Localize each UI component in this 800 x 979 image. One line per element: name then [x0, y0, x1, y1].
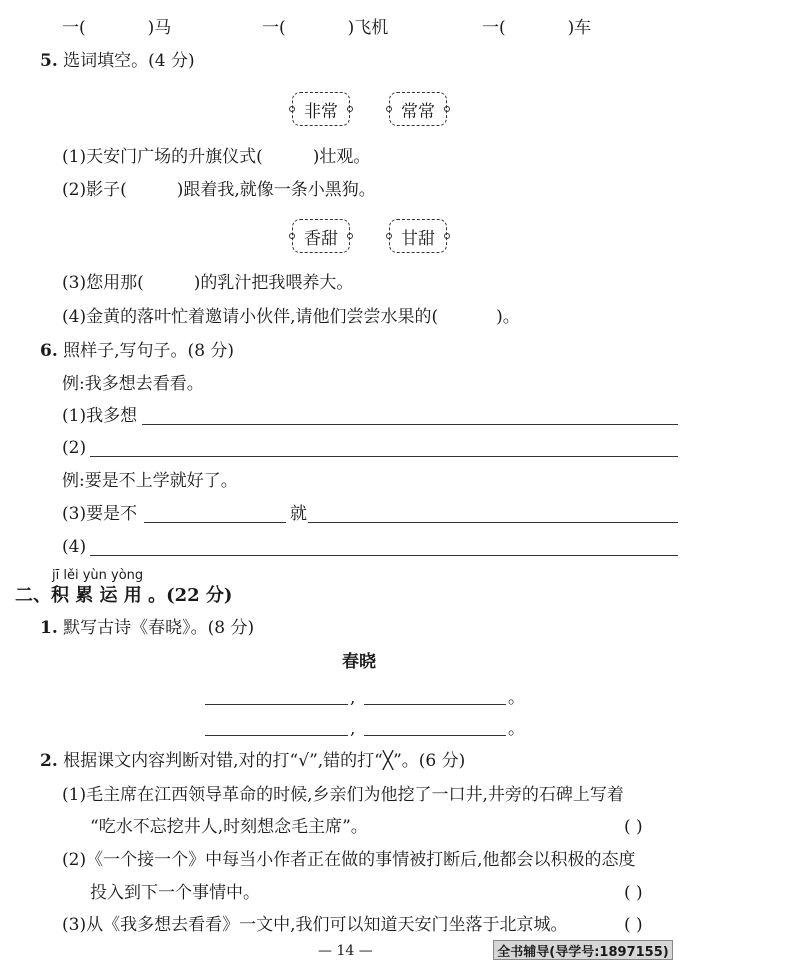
q5-sentence-4: (4)金黄的落叶忙着邀请小伙伴,请他们尝尝水果的( )。: [62, 307, 520, 327]
fill-item-car: 一( )车: [482, 18, 592, 38]
judge-answer-box[interactable]: ( ): [624, 817, 643, 837]
question-6-heading: 6. 照样子,写句子。(8 分): [40, 341, 235, 361]
q5-sentence-1: (1)天安门广场的升旗仪式( )壮观。: [62, 147, 371, 167]
answer-line[interactable]: [90, 456, 678, 457]
word-option-box: 常常: [389, 92, 447, 126]
word-option-box: 非常: [292, 92, 350, 126]
answer-line[interactable]: [308, 522, 678, 523]
q6-line-4-label: (4): [62, 537, 87, 557]
question-5-heading: 5. 选词填空。(4 分): [40, 51, 195, 71]
section-2-heading: 二、积 累 运 用 。(22 分): [15, 585, 233, 606]
q6-line-1-label: (1)我多想: [62, 406, 138, 426]
word-option-box: 甘甜: [389, 219, 447, 253]
fill-item-horse: 一( )马: [62, 18, 172, 38]
answer-line[interactable]: [144, 522, 286, 523]
q5-sentence-2: (2)影子( )跟着我,就像一条小黑狗。: [62, 180, 376, 200]
q6-example-2: 例:要是不上学就好了。: [62, 471, 238, 491]
s2-question-2-heading: 2. 根据课文内容判断对错,对的打“√”,错的打“╳”。(6 分): [40, 751, 466, 771]
poem-title: 春晓: [342, 652, 376, 672]
poem-period: 。: [508, 688, 525, 708]
poem-period: 。: [508, 719, 525, 739]
poem-comma: ,: [350, 719, 356, 739]
judge-answer-box[interactable]: ( ): [624, 883, 643, 903]
poem-answer-line[interactable]: [364, 735, 506, 736]
s2-question-1-heading: 1. 默写古诗《春晓》。(8 分): [40, 618, 255, 638]
judge-item-3: (3)从《我多想去看看》一文中,我们可以知道天安门坐落于北京城。: [62, 915, 568, 935]
answer-line[interactable]: [142, 424, 678, 425]
page-number: — 14 —: [318, 943, 373, 959]
q6-example-1: 例:我多想去看看。: [62, 374, 204, 394]
judge-item-2-line-2: 投入到下一个事情中。: [90, 883, 260, 903]
judge-item-1-line-2: “吃水不忘挖井人,时刻想念毛主席”。: [90, 817, 368, 837]
word-option-box: 香甜: [292, 219, 350, 253]
guide-badge: 全书辅导(导学号:1897155): [493, 940, 673, 960]
poem-answer-line[interactable]: [205, 704, 348, 705]
section-2-pinyin: jī lěi yùn yòng: [52, 568, 144, 583]
poem-answer-line[interactable]: [364, 704, 506, 705]
judge-item-2-line-1: (2)《一个接一个》中每当小作者正在做的事情被打断后,他都会以积极的态度: [62, 850, 636, 870]
poem-comma: ,: [350, 688, 356, 708]
q6-line-2-label: (2): [62, 438, 87, 458]
judge-answer-box[interactable]: ( ): [624, 915, 643, 935]
answer-line[interactable]: [90, 555, 678, 556]
judge-item-1-line-1: (1)毛主席在江西领导革命的时候,乡亲们为他挖了一口井,井旁的石碑上写着: [62, 785, 624, 805]
q6-line-3-label: (3)要是不: [62, 504, 138, 524]
q5-sentence-3: (3)您用那( )的乳汁把我喂养大。: [62, 273, 354, 293]
poem-answer-line[interactable]: [205, 735, 348, 736]
q6-line-3-connector: 就: [290, 504, 307, 524]
fill-item-airplane: 一( )飞机: [262, 18, 389, 38]
